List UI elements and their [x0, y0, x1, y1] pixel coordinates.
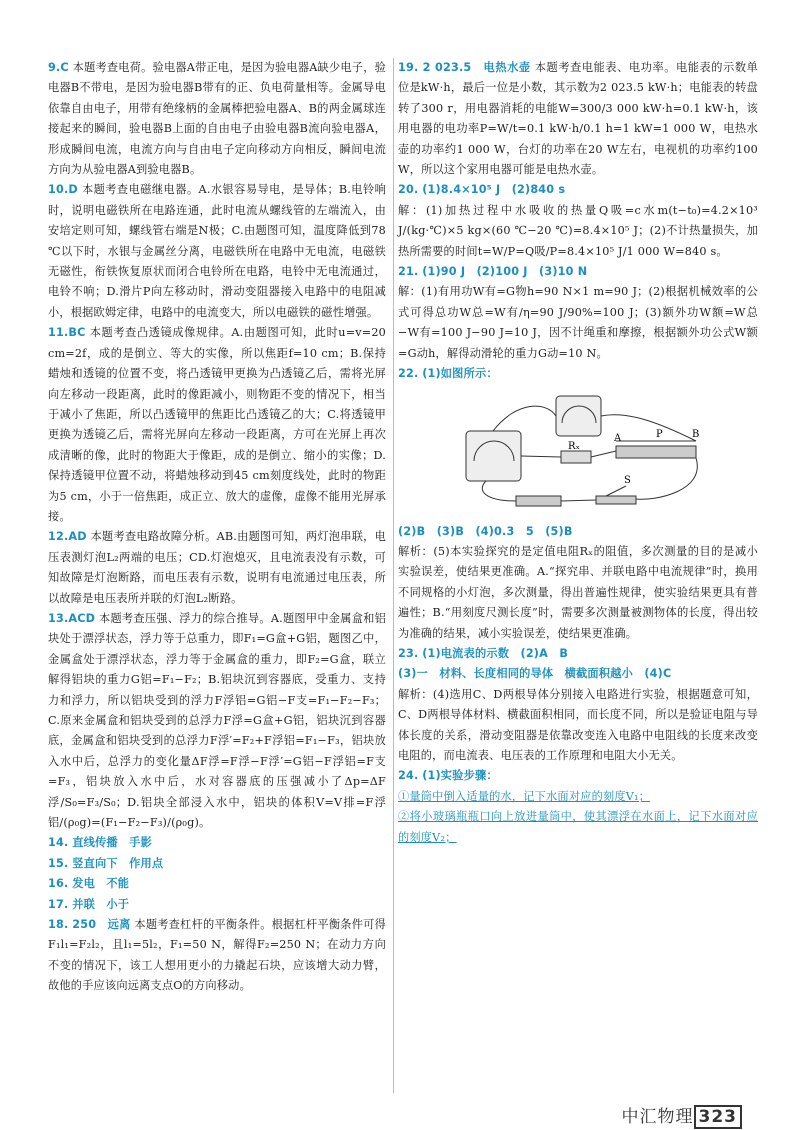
answer-key: 2 023.5 电热水壶 [422, 61, 531, 74]
explanation-text: 本题考查电路故障分析。AB.由题图可知，两灯泡串联，电压表测灯泡L₂两端的电压；CD.灯泡熄灭，且电流表没有示数，可知故障是灯泡断路，而电压表有示数，说明有电流通过电压表，所以故障是电压表所并联的灯泡L₂断路。 [48, 530, 386, 605]
page-footer [622, 1102, 743, 1127]
left-column [48, 58, 386, 997]
battery-icon [516, 496, 561, 506]
explanation-text: 本题考查凸透镜成像规律。A.由题图可知，此时u=v=20 cm=2f，成的是倒立、等大的实像，所以焦距f=10 cm；B.保持蜡烛和透镜的位置不变，将凸透镜甲更换为凸透镜乙后，需将光屏向左移动一段距离，此时的像距减小，则物距不变的情况下，相当于减小了焦距，所以凸透镜甲的焦距比凸透镜乙的大；C.将透镜甲更换为透镜乙后，需将光屏向左移动一段距离，方可在光屏上再次成清晰的像，此时的物距大于像距，成的是倒立、缩小的实像；D.保持透镜甲位置不动，将蜡烛移动到45 cm刻度线处，此时的物距为5 cm，小于一倍焦距，成正立、放大的虚像，虚像不能用光屏承接。 [48, 326, 387, 523]
answer-key: (1)实验步骤： [422, 769, 498, 783]
question-number: 12.AD [48, 530, 87, 544]
question-number: 17. [48, 897, 69, 911]
explanation-text: 本题考查压强、浮力的综合推导。A.题图甲中金属盒和铝块处于漂浮状态，浮力等于总重力，即F₁=G盒+G铝，题图乙中，金属盒处于漂浮状态，浮力等于金属盒的重力，即F₂=G盒，联立解得铝块的重力G铝=F₁−F₂；B.铝块沉到容器底，受重力、支持力和浮力，所以铝块受到的浮力F浮铝=G铝−F支=F₁−F₂−F₃；C.原来金属盒和铝块受到的总浮力F浮=G盒+G铝，铝块沉到容器底，金属盒和铝块受到的总浮力F浮′=F₂+F浮铝=F₁−F₃，铝块放入水中后，总浮力的变化量ΔF浮=F浮−F浮′=G铝−F浮铝=F支=F₃，铝块放入水中后，水对容器底的压强减小了Δp=ΔF浮/S₀=F₃/S₀；D.铝块全部浸入水中，铝块的体积V=V排=F浮铝/(ρ₀g)=(F₁−F₂−F₃)/(ρ₀g)。 [48, 611, 386, 830]
explanation-text: 本题考查电荷。验电器A带正电，是因为验电器A缺少电子，验电器B不带电，是因为验电器B带有的正、负电荷量相等。金属导电依靠自由电子，用带有绝缘柄的金属棒把验电器A、B的两金属球连接起来的瞬间，验电器B上面的自由电子由验电器B流向验电器A，形成瞬间电流，电流方向与自由电子定向移动方向相反，瞬间电流方向为从验电器A到验电器B。 [48, 61, 386, 177]
question-number: 15. [48, 856, 69, 870]
rheostat-icon [616, 446, 696, 458]
answer-key: (1)电流表的示数 (2)A B [422, 646, 569, 660]
answer-item [48, 609, 386, 833]
answer-item [398, 58, 758, 180]
question-number: 21. [398, 265, 419, 279]
question-number: 22. [398, 367, 419, 381]
answer-key: 并联 小于 [72, 897, 130, 911]
answer-key: 250 远离 [72, 918, 131, 932]
answer-item [48, 874, 386, 894]
explanation-text: 本题考查电磁继电器。A.水银容易导电，是导体；B.电铃响时，说明电磁铁所在电路连通，此时电流从螺线管的左端流入，由安培定则可知，螺线管右端是N极；C.由题图可知，温度降低到78 ℃以下时，水银与金属丝分离，电磁铁所在电路中无电流，电磁铁无磁性，衔铁恢复原状而闭合电铃所在电路，电铃中无电流通过，电铃不响；D.滑片P向左移动时，滑动变阻器接入电路中的电阻减小，根据欧姆定律，电路中的电流变大，所以电磁铁的磁性增强。 [48, 183, 386, 319]
question-number: 19. [398, 61, 419, 74]
wire [521, 456, 561, 457]
question-number: 18. [48, 918, 69, 932]
answer-item [48, 527, 386, 609]
wire [636, 458, 697, 499]
answer-item [48, 833, 386, 853]
circuit-label: A [614, 432, 622, 444]
answer-item [398, 766, 758, 786]
explanation-text: 本题考查杠杆的平衡条件。根据杠杆平衡条件可得F₁l₁=F₂l₂，且l₁=5l₂，F₁=50 N，解得F₂=250 N；在动力方向不变的情况下，该工人想用更小的力撬起石块，应该增大动力臂，故他的手应该向远离支点O的方向移动。 [48, 918, 386, 993]
answer-item [398, 644, 758, 766]
column-divider [393, 58, 394, 1093]
page-number: 323 [694, 1105, 743, 1129]
question-number: 11.BC [48, 326, 86, 340]
resistor-icon [561, 451, 591, 463]
question-number: 16. [48, 877, 69, 891]
wire [561, 500, 596, 501]
answer-item [398, 364, 758, 384]
answer-item [48, 58, 386, 180]
answer-item [398, 262, 758, 364]
wire [493, 406, 556, 431]
circuit-diagram [456, 391, 706, 516]
explanation-text: 解析：(4)选用C、D两根导体分别接入电路进行实验，根据题意可知，C、D两根导体材料、横截面积相同，而长度不同，所以是验证电阻与导体长度的关系，滑动变阻器是依靠改变连入电路中电阻线的长度来改变电阻的，而电流表、电压表的工作原理和电阻大小无关。 [398, 687, 758, 762]
circuit-label: B [692, 428, 700, 440]
answer-key: 发电 不能 [72, 877, 130, 891]
switch-icon [596, 496, 636, 504]
wire [482, 481, 516, 501]
question-number: 9.C [48, 61, 69, 74]
question-number: 23. [398, 646, 419, 660]
question-number: 13.ACD [48, 611, 96, 625]
explanation-text: 解：(1)有用功W有=G物h=90 N×1 m=90 J；(2)根据机械效率的公式可得总功W总=W有/η=90 J/90%=100 J；(3)额外功W额=W总−W有=100 J−90 J=10 J，因不计绳重和摩擦，根据额外功公式W额=G动h，解得动滑轮的重力G动=10 N。 [398, 285, 758, 360]
experiment-step: ②将小玻璃瓶瓶口向上放进量筒中，使其漂浮在水面上，记下水面对应的刻度V₂； [398, 810, 758, 844]
question-number: 24. [398, 769, 419, 783]
answer-item [48, 180, 386, 323]
answer-key: (1)如图所示： [422, 367, 498, 381]
answer-item [48, 895, 386, 915]
answer-key: (1)90 J (2)100 J (3)10 N [422, 265, 588, 279]
answer-item [48, 323, 386, 527]
question-number: 14. [48, 836, 69, 850]
answer-key: (2)B (3)B (4)0.3 5 (5)B [398, 524, 573, 538]
answer-item [48, 915, 386, 997]
circuit-label: Rₓ [568, 440, 581, 452]
right-column [398, 58, 758, 848]
circuit-label: P [656, 428, 663, 440]
explanation-text: 解：(1)加热过程中水吸收的热量Q吸=c水m(t−t₀)=4.2×10³ J/(kg·℃)×5 kg×(60 ℃−20 ℃)=8.4×10⁵ J；(2)不计热量损失，加热所需要的时间t=W/P=Q吸/P=8.4×10⁵ J/1 000 W=840 s。 [398, 203, 758, 258]
footer-label: 中汇物理 [621, 1107, 694, 1127]
answer-key: (3)一 材料、长度相同的导体 横截面积越小 (4)C [398, 667, 672, 681]
answer-key: 竖直向下 作用点 [72, 856, 164, 870]
switch-lever [606, 486, 626, 496]
answer-key: 直线传播 手影 [72, 836, 152, 850]
question-number: 10.D [48, 183, 78, 197]
explanation-text: 解析：(5)本实验探究的是定值电阻Rₓ的阻值，多次测量的目的是减小实验误差，使结果更准确。A.“探究串、并联电路中电流规律”时，换用不同规格的小灯泡，多次测量，得出普遍性规律，使实验结果更具有普遍性；B.“用刻度尺测长度”时，需要多次测量被测物体的长度，得出较为准确的结果，减小实验误差，使结果更准确。 [398, 544, 758, 640]
answer-item [398, 180, 758, 262]
answer-item [398, 522, 758, 644]
experiment-step: ①量筒中倒入适量的水，记下水面对应的刻度V₁； [398, 789, 651, 803]
answer-item [48, 854, 386, 874]
answer-key: (1)8.4×10⁵ J (2)840 s [422, 183, 566, 197]
wire [591, 451, 616, 457]
circuit-label: S [624, 474, 632, 486]
question-number: 20. [398, 183, 419, 197]
explanation-text: 本题考查电能表、电功率。电能表的示数单位是kW·h，最后一位是小数，其示数为2 023.5 kW·h；电能表的转盘转了300 r，用电器消耗的电能W=300/3 000 kW·h=0.1 kW·h，该用电器的电功率P=W/t=0.1 kW·h/0.1 h=1 kW=1 000 W，电热水壶的功率约1 000 W，台灯的功率在20 W左右，电视机的功率约100 W，所以这个家用电器可能是电热水壶。 [398, 61, 758, 177]
